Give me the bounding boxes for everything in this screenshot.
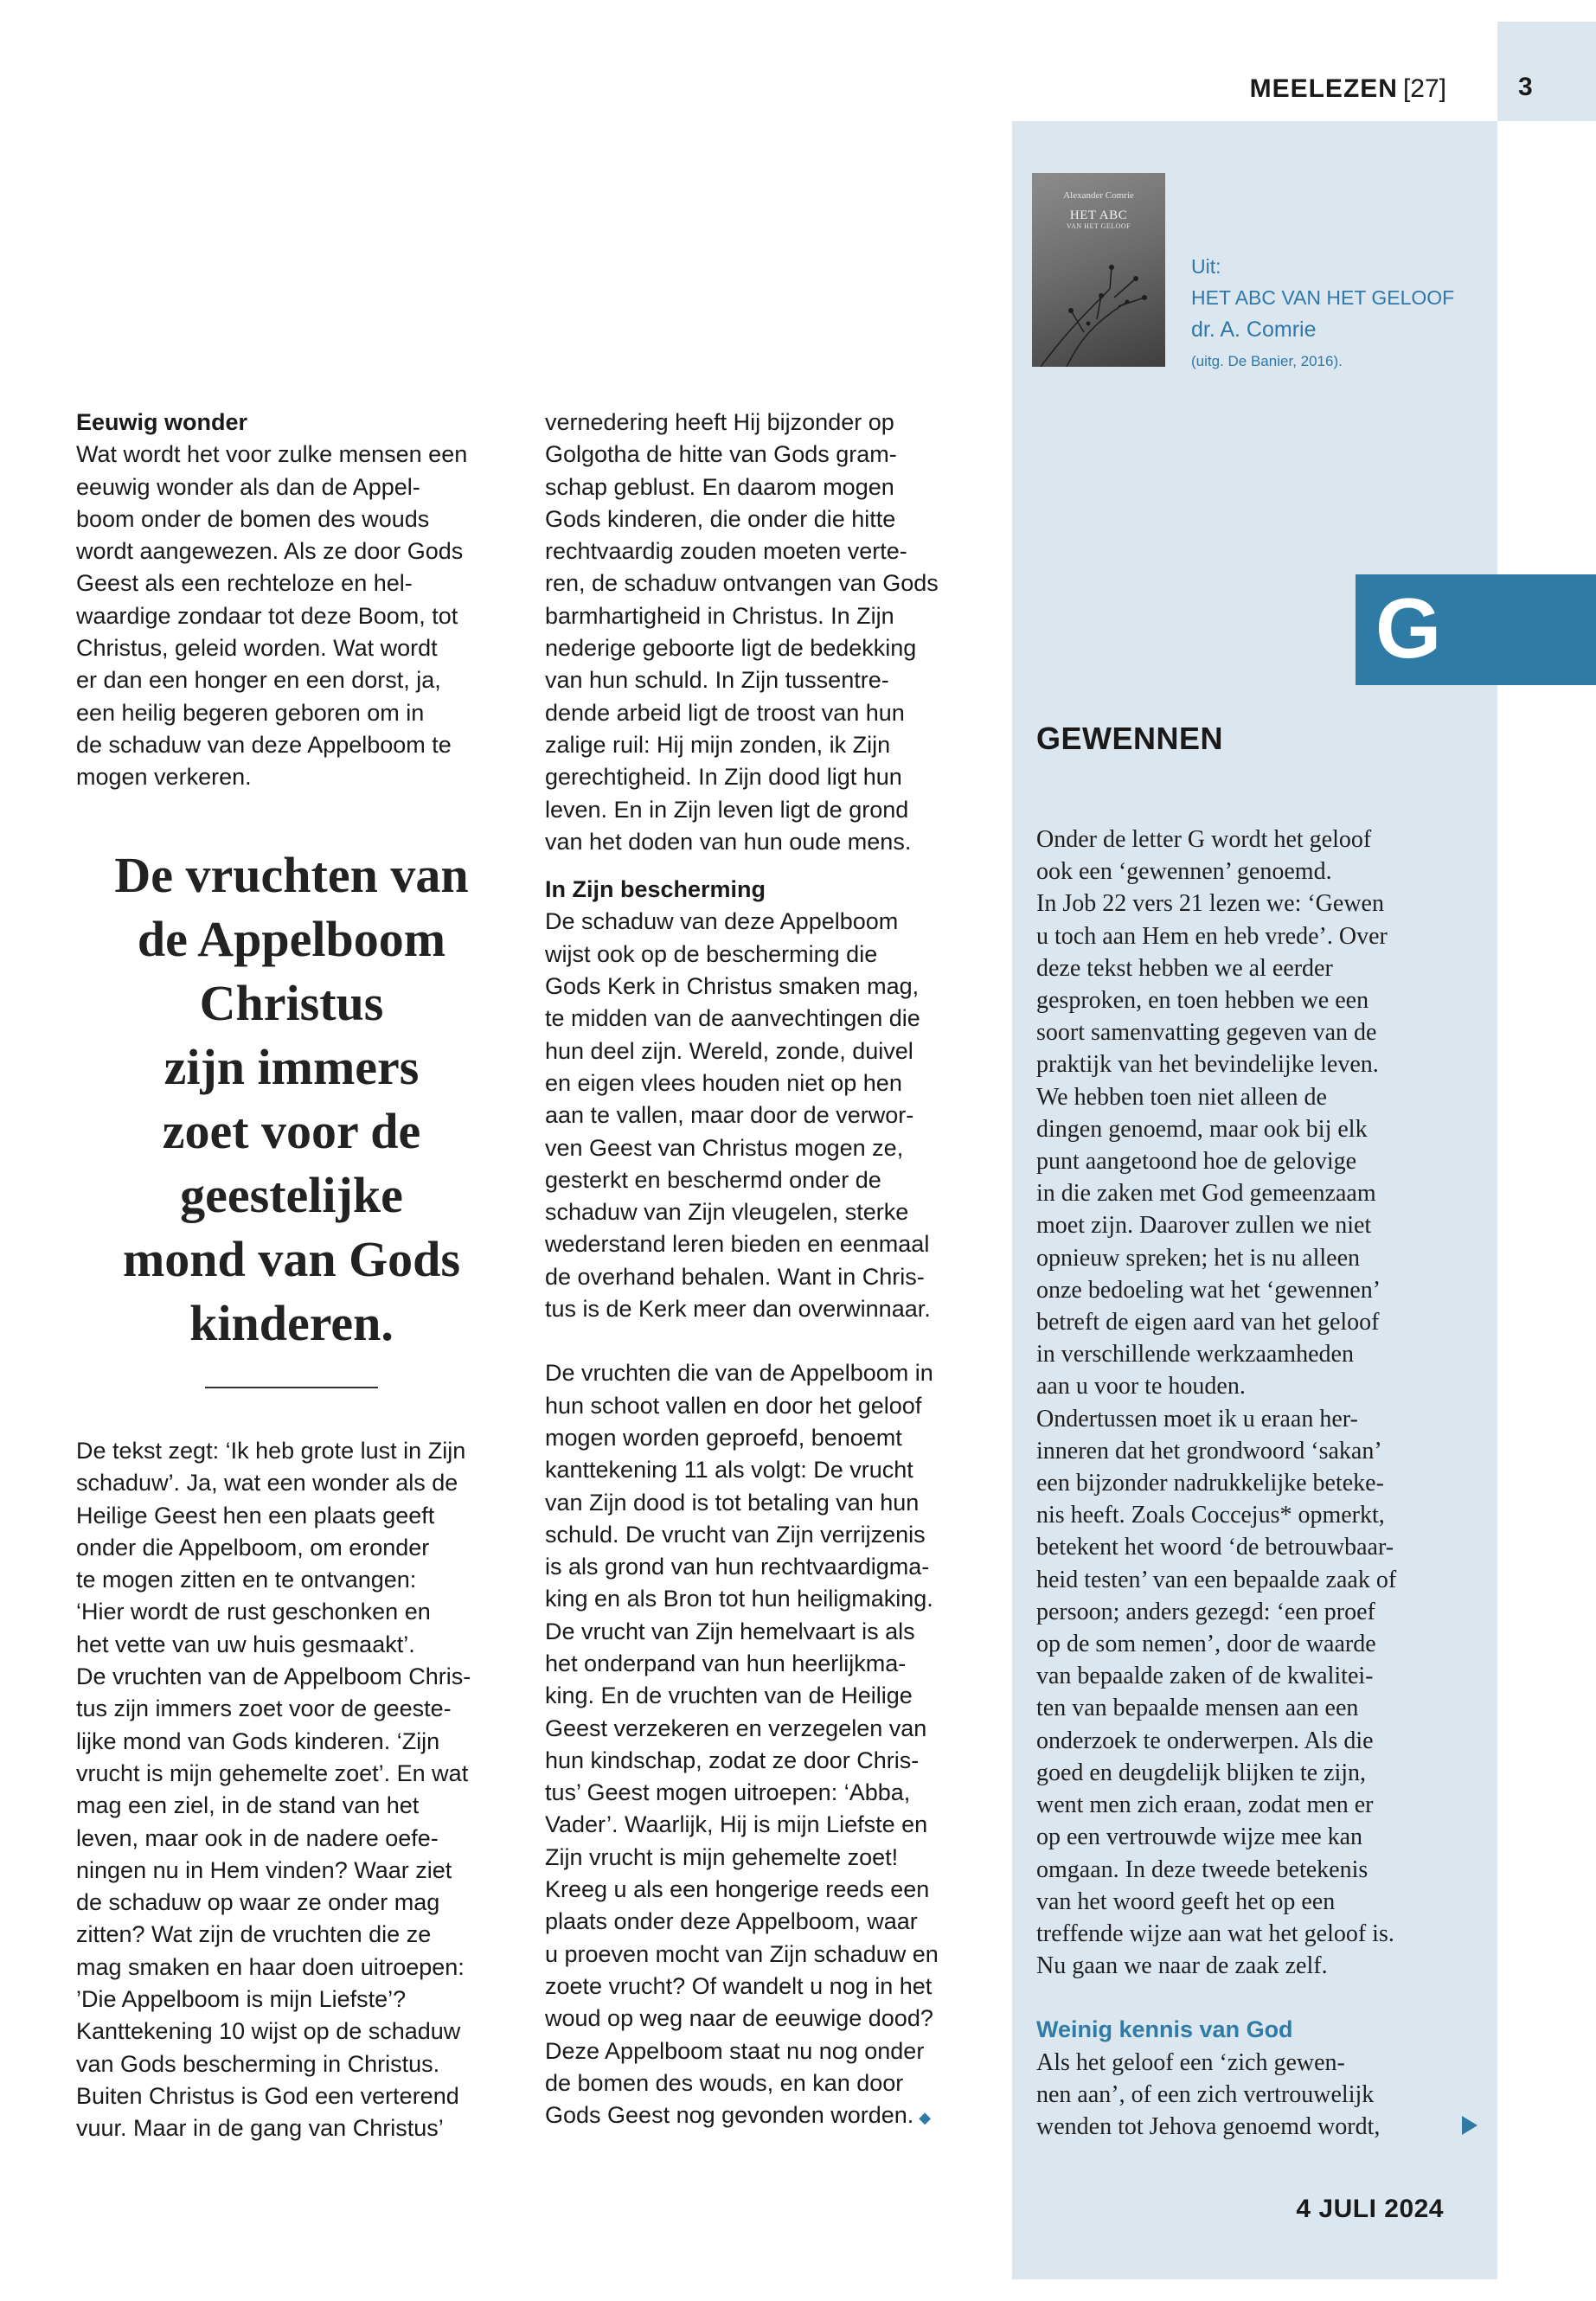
body-line: Golgotha de hitte van Gods gram-	[545, 441, 897, 468]
pull-quote-line: zoet voor de	[162, 1103, 421, 1159]
book-cover-title: HET ABC	[1069, 208, 1128, 222]
body-line: In Job 22 vers 21 lezen we: ‘Gewen	[1036, 890, 1384, 918]
body-line: ten van bepaalde mensen aan een	[1036, 1695, 1359, 1722]
body-line: Ondertussen moet ik u eraan her-	[1036, 1405, 1358, 1433]
source-publisher: (uitg. De Banier, 2016).	[1191, 353, 1343, 369]
book-source	[1191, 251, 1454, 377]
body-line: Deze Appelboom staat nu nog onder	[545, 2037, 925, 2064]
body-line: nen aan’, of een zich vertrouwelijk	[1036, 2080, 1375, 2108]
body-line: De tekst zegt: ‘Ik heb grote lust in Zijn	[76, 1438, 466, 1464]
body-line: de schaduw van deze Appelboom te	[76, 731, 452, 758]
body-line: De vrucht van Zijn hemelvaart is als	[545, 1618, 915, 1644]
book-cover-image	[1032, 173, 1165, 367]
body-line: aan u voor te houden.	[1036, 1373, 1246, 1400]
body-line: van het woord geeft het op een	[1036, 1888, 1336, 1915]
body-line: wenden tot Jehova genoemd wordt,	[1036, 2112, 1381, 2140]
body-line: mogen verkeren.	[76, 764, 252, 791]
page-number: 3	[1518, 73, 1533, 101]
body-line: plaats onder deze Appelboom, waar	[545, 1908, 918, 1935]
body-line: waardige zondaar tot deze Boom, tot	[76, 602, 458, 629]
sidebar-subheading: Weinig kennis van God	[1036, 2016, 1293, 2043]
body-line: aan te vallen, maar door de verwor-	[545, 1102, 914, 1129]
body-line: De schaduw van deze Appelboom	[545, 908, 899, 935]
body-line: Als het geloof een ‘zich gewen-	[1036, 2048, 1345, 2076]
body-line: ‘Hier wordt de rust geschonken en	[76, 1599, 431, 1625]
body-line: hun deel zijn. Wereld, zonde, duivel	[545, 1037, 913, 1064]
body-line: tus is de Kerk meer dan overwinnaar.	[545, 1296, 931, 1323]
body-line: Heilige Geest hen een plaats geeft	[76, 1502, 435, 1529]
body-line: De vruchten van de Appelboom Chris-	[76, 1663, 471, 1690]
column-2	[545, 407, 939, 2134]
body-line: De vruchten die van de Appelboom in	[545, 1360, 933, 1387]
body-line: van hun schuld. In Zijn tussentre-	[545, 667, 889, 694]
source-author: dr. A. Comrie	[1191, 317, 1317, 342]
body-line: mag een ziel, in de stand van het	[76, 1792, 420, 1819]
body-line: Kanttekening 10 wijst op de schaduw	[76, 2018, 461, 2045]
body-line: zoete vrucht? Of wandelt u nog in het	[545, 1972, 933, 1999]
body-line: leven, maar ook in de nadere oefe-	[76, 1824, 439, 1851]
body-line: Onder de letter G wordt het geloof	[1036, 826, 1372, 853]
last-line-text: Gods Geest nog gevonden worden.	[545, 2102, 914, 2129]
body-line: hun kindschap, zodat ze door Chris-	[545, 1747, 920, 1773]
source-label: Uit:	[1191, 255, 1221, 278]
pull-quote-line: geestelijke	[180, 1167, 403, 1223]
column-1-bottom	[76, 1435, 471, 2145]
body-line: woud op weg naar de eeuwige dood?	[545, 2005, 933, 2032]
body-line: vuur. Maar in de gang van Christus’	[76, 2115, 444, 2142]
body-line: Buiten Christus is God een verterend	[76, 2082, 459, 2109]
body-line: nis heeft. Zoals Coccejus* opmerkt,	[1036, 1502, 1385, 1529]
diamond-end-icon: ◆	[919, 2109, 932, 2127]
body-line: goed en deugdelijk blijken te zijn,	[1036, 1759, 1367, 1786]
body-line: Christus, geleid worden. Wat wordt	[76, 635, 438, 662]
body-line: boom onder de bomen des wouds	[76, 505, 430, 532]
letter-badge-letter: G	[1375, 580, 1442, 676]
body-line: moet zijn. Daarover zullen we niet	[1036, 1212, 1372, 1240]
sidebar-body	[1036, 824, 1452, 2143]
body-line: vrucht is mijn gehemelte zoet’. En wat	[76, 1759, 469, 1786]
pull-quote-line: De vruchten van	[114, 847, 469, 903]
body-line: een bijzonder nadrukkelijke beteke-	[1036, 1470, 1384, 1497]
section-heading: Eeuwig wonder	[76, 409, 248, 435]
body-line: gerechtigheid. In Zijn dood ligt hun	[545, 764, 902, 791]
body-line: de schaduw op waar ze onder mag	[76, 1889, 440, 1916]
book-cover-author: Alexander Comrie	[1063, 190, 1134, 201]
body-line: schaduw’. Ja, wat een wonder als de	[76, 1470, 458, 1497]
body-line: inneren dat het grondwoord ‘sakan’	[1036, 1437, 1382, 1465]
body-line: treffende wijze aan wat het geloof is.	[1036, 1920, 1394, 1947]
body-line: Wat wordt het voor zulke mensen een	[76, 441, 468, 468]
body-line: op een vertrouwde wijze mee kan	[1036, 1823, 1363, 1851]
pull-quote-line: mond van Gods	[122, 1231, 461, 1287]
body-line: nederige geboorte ligt de bedekking	[545, 635, 917, 662]
column-1-top	[76, 407, 467, 794]
body-line: Geest verzekeren en verzegelen van	[545, 1715, 927, 1741]
body-line: zitten? Wat zijn de vruchten die ze	[76, 1921, 432, 1948]
body-line: punt aangetoond hoe de gelovige	[1036, 1148, 1357, 1176]
body-line: in verschillende werkzaamheden	[1036, 1341, 1354, 1368]
body-line: wederstand leren bieden en eenmaal	[545, 1231, 930, 1258]
body-line: tus’ Geest mogen uitroepen: ‘Abba,	[545, 1779, 911, 1806]
body-line: deze tekst hebben we al eerder	[1036, 954, 1333, 982]
body-line: wijst ook op de bescherming die	[545, 940, 878, 967]
body-line: is als grond van hun rechtvaardigma-	[545, 1554, 930, 1580]
body-line: eeuwig wonder als dan de Appel-	[76, 473, 420, 500]
body-line: dingen genoemd, maar ook bij elk	[1036, 1115, 1368, 1143]
body-line: gesterkt en beschermd onder de	[545, 1166, 881, 1193]
body-line: leven. En in Zijn leven ligt de grond	[545, 796, 909, 823]
body-line: van bepaalde zaken of de kwalitei-	[1036, 1663, 1374, 1690]
body-line: op de som nemen’, door de waarde	[1036, 1631, 1376, 1658]
body-line: onze bedoeling wat het ‘gewennen’	[1036, 1276, 1381, 1304]
body-line: king en als Bron tot hun heiligmaking.	[545, 1586, 933, 1612]
page-tab	[1497, 22, 1596, 121]
body-line: wordt aangewezen. Als ze door Gods	[76, 538, 464, 565]
section-heading: In Zijn bescherming	[545, 876, 766, 903]
body-line: van Gods bescherming in Christus.	[76, 2050, 440, 2077]
pull-quote	[62, 843, 521, 1356]
body-line: er dan een honger en een dorst, ja,	[76, 667, 441, 694]
body-line: van Zijn dood is tot betaling van hun	[545, 1489, 920, 1516]
body-line: tus zijn immers zoet voor de geeste-	[76, 1695, 452, 1722]
body-line: schaduw van Zijn vleugelen, sterke	[545, 1199, 909, 1226]
body-line: mogen worden geproefd, benoemt	[545, 1424, 902, 1451]
body-line: de bomen des wouds, en kan door	[545, 2069, 904, 2096]
body-line: het onderpand van hun heerlijkma-	[545, 1650, 907, 1676]
body-line: van het doden van hun oude mens.	[545, 828, 912, 855]
issue-number: [27]	[1402, 74, 1446, 103]
source-book-title: HET ABC VAN HET GELOOF	[1191, 286, 1455, 309]
body-line: hun schoot vallen en door het geloof	[545, 1392, 922, 1419]
body-line: opnieuw spreken; het is nu alleen	[1036, 1244, 1361, 1272]
body-line: een heilig begeren geboren om in	[76, 699, 425, 726]
body-line: u toch aan Hem en heb vrede’. Over	[1036, 922, 1388, 950]
body-line: praktijk van het bevindelijke leven.	[1036, 1051, 1379, 1079]
book-cover-subtitle: VAN HET GELOOF	[1066, 222, 1131, 230]
triangle-right-icon	[1462, 2116, 1477, 2135]
body-line: mag smaken en haar doen uitroepen:	[76, 1953, 465, 1980]
divider	[205, 1387, 378, 1388]
sidebar-heading: GEWENNEN	[1036, 721, 1224, 756]
pull-quote-line: Christus	[199, 975, 384, 1031]
body-line: vernedering heeft Hij bijzonder op	[545, 409, 894, 435]
body-line: Gods kinderen, die onder die hitte	[545, 505, 896, 532]
body-line: went men zich eraan, zodat men er	[1036, 1791, 1374, 1819]
body-line: gesproken, en toen hebben we een	[1036, 987, 1369, 1015]
body-line-last	[545, 2099, 939, 2134]
body-line: te midden van de aanvechtingen die	[545, 1005, 920, 1032]
issue-date: 4 JULI 2024	[1296, 2195, 1444, 2223]
body-line: king. En de vruchten van de Heilige	[545, 1682, 913, 1709]
body-line: Geest als een rechteloze en hel-	[76, 570, 413, 597]
body-line: Vader’. Waarlijk, Hij is mijn Liefste en	[545, 1811, 928, 1838]
body-line: heid testen’ van een bepaalde zaak of	[1036, 1566, 1397, 1593]
body-line: ren, de schaduw ontvangen van Gods	[545, 570, 939, 597]
body-line: betekent het woord ‘de betrouwbaar-	[1036, 1534, 1394, 1561]
body-line: We hebben toen niet alleen de	[1036, 1083, 1327, 1111]
body-line: onderzoek te onderwerpen. Als die	[1036, 1727, 1374, 1754]
body-line: in die zaken met God gemeenzaam	[1036, 1180, 1376, 1208]
body-line: Nu gaan we naar de zaak zelf.	[1036, 1952, 1328, 1980]
body-line: u proeven mocht van Zijn schaduw en	[545, 1940, 939, 1967]
pull-quote-line: kinderen.	[189, 1295, 394, 1351]
body-line: onder die Appelboom, om eronder	[76, 1534, 430, 1561]
body-line: betreft de eigen aard van het geloof	[1036, 1309, 1380, 1336]
body-line: ook een ‘gewennen’ genoemd.	[1036, 858, 1332, 886]
body-line: schuld. De vrucht van Zijn verrijzenis	[545, 1521, 926, 1548]
branch-illustration	[1032, 237, 1165, 367]
body-line: rechtvaardig zouden moeten verte-	[545, 538, 907, 565]
body-line: ven Geest van Christus mogen ze,	[545, 1134, 904, 1161]
letter-badge	[1356, 574, 1596, 685]
body-line: en eigen vlees houden niet op hen	[545, 1069, 902, 1096]
section-title	[1250, 74, 1446, 104]
section-name: MEELEZEN	[1249, 74, 1398, 103]
pull-quote-line: de Appelboom	[137, 911, 446, 967]
body-line: barmhartigheid in Christus. In Zijn	[545, 602, 894, 629]
body-line: ’Die Appelboom is mijn Liefste’?	[76, 1986, 407, 2013]
body-line: Gods Kerk in Christus smaken mag,	[545, 973, 920, 1000]
body-line: Kreeg u als een hongerige reeds een	[545, 1876, 930, 1903]
body-line: soort samenvatting gegeven van de	[1036, 1019, 1377, 1047]
body-line: Zijn vrucht is mijn gehemelte zoet!	[545, 1843, 899, 1870]
pull-quote-line: zijn immers	[163, 1039, 420, 1095]
body-line: te mogen zitten en te ontvangen:	[76, 1567, 417, 1593]
body-line: schap geblust. En daarom mogen	[545, 473, 894, 500]
body-line: dende arbeid ligt de troost van hun	[545, 699, 905, 726]
body-line: kanttekening 11 als volgt: De vrucht	[545, 1457, 913, 1484]
body-line: omgaan. In deze tweede betekenis	[1036, 1856, 1368, 1883]
body-line: persoon; anders gezegd: ‘een proef	[1036, 1598, 1375, 1625]
body-line: zalige ruil: Hij mijn zonden, ik Zijn	[545, 731, 891, 758]
body-line: ningen nu in Hem vinden? Waar ziet	[76, 1856, 452, 1883]
body-line: lijke mond van Gods kinderen. ‘Zijn	[76, 1727, 440, 1754]
body-line: het vette van uw huis gesmaakt’.	[76, 1631, 415, 1657]
body-line: de overhand behalen. Want in Chris-	[545, 1263, 925, 1290]
